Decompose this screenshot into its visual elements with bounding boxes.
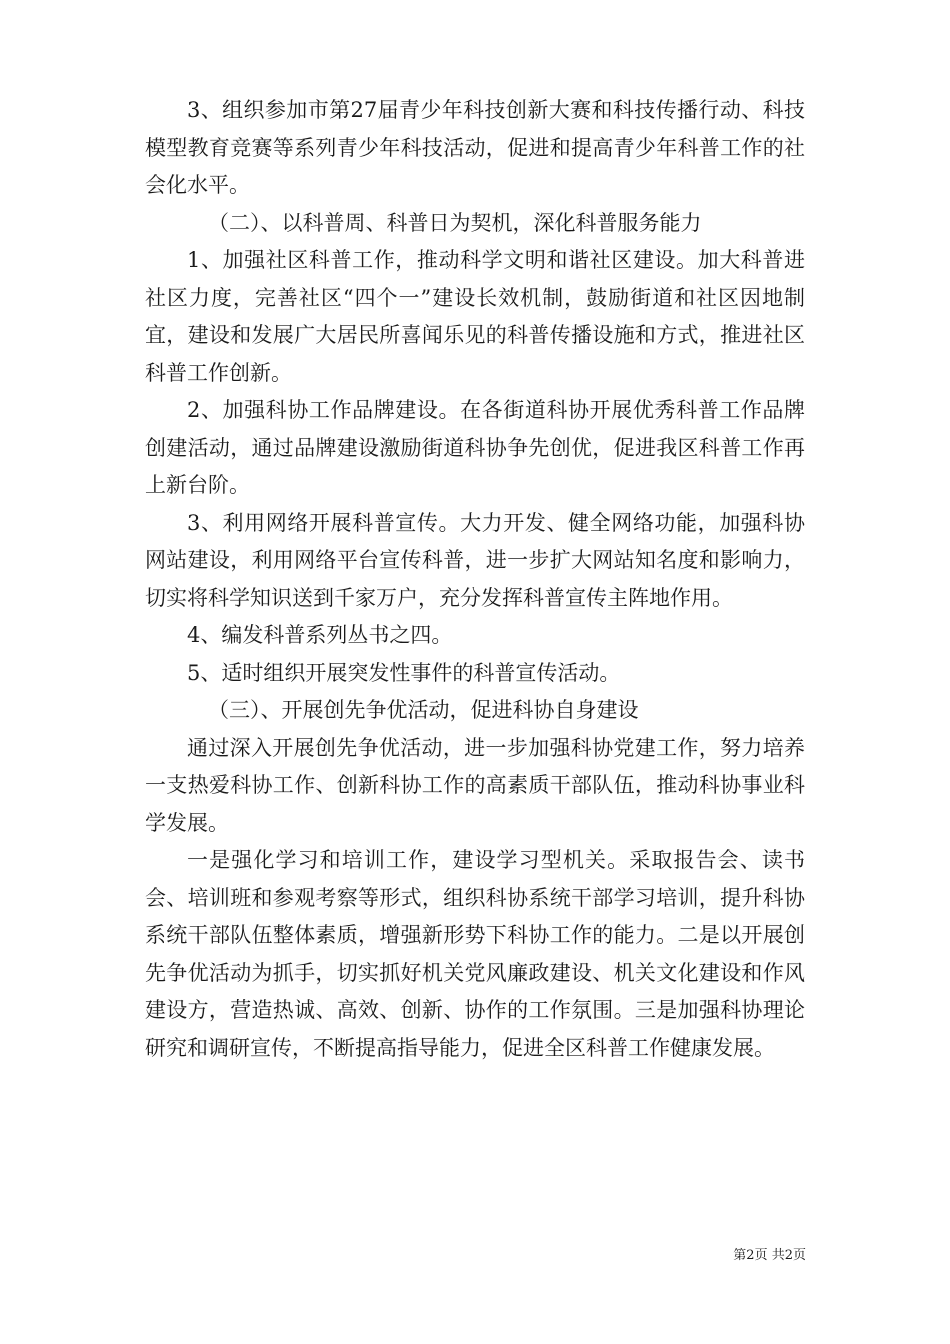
paragraph-network-publicity: 3、利用网络开展科普宣传。大力开发、健全网络功能，加强科协网站建设，利用网络平台宣传科普，进一步扩大网站知名度和影响力，切实将科学知识送到千家万户，充分发挥科普宣传主阵地作用。 [145,510,805,610]
document-body [145,92,805,1067]
page-number-middle: 页 共 [754,1248,785,1263]
paragraph-emergency-publicity: 5、适时组织开展突发性事件的科普宣传活动。 [187,660,621,685]
paragraph-book-series: 4、编发科普系列丛书之四。 [187,623,453,647]
page-number-prefix: 第 [733,1248,747,1263]
paragraph-party-building: 通过深入开展创先争优活动，进一步加强科协党建工作，努力培养一支热爱科协工作、创新科协工作的高素质干部队伍，推动科协事业科学发展。 [145,735,805,835]
paragraph-community-science: 1、加强社区科普工作，推动科学文明和谐社区建设。加大科普进社区力度，完善社区“四个一”建设长效机制，鼓励街道和社区因地制宜，建设和发展广大居民所喜闻乐见的科普传播设施和方式，推进社区科普工作创新。 [145,248,805,385]
paragraph-item-3-youth-tech: 3、组织参加市第27届青少年科技创新大赛和科技传播行动、科技模型教育竞赛等系列青少年科技活动，促进和提高青少年科普工作的社会化水平。 [145,98,805,197]
section-heading-2: （二）、以科普周、科普日为契机，深化科普服务能力 [208,210,702,235]
section-heading-3: （三）、开展创先争优活动，促进科协自身建设 [208,698,639,722]
total-page-number: 2 [784,1248,793,1263]
page-footer [0,1244,806,1263]
current-page-number: 2 [746,1248,755,1263]
paragraph-learning-training: 一是强化学习和培训工作，建设学习型机关。采取报告会、读书会、培训班和参观考察等形式，组织科协系统干部学习培训，提升科协系统干部队伍整体素质，增强新形势下科协工作的能力。二是以开展创先争优活动为抓手，切实抓好机关党风廉政建设、机关文化建设和作风建设方，营造热诚、高效、创新、协作的工作氛围。三是加强科协理论研究和调研宣传，不断提高指导能力，促进全区科普工作健康发展。 [145,848,805,1060]
page-number-suffix: 页 [792,1248,806,1263]
paragraph-brand-building: 2、加强科协工作品牌建设。在各街道科协开展优秀科普工作品牌创建活动，通过品牌建设激励街道科协争先创优，促进我区科普工作再上新台阶。 [145,398,805,497]
